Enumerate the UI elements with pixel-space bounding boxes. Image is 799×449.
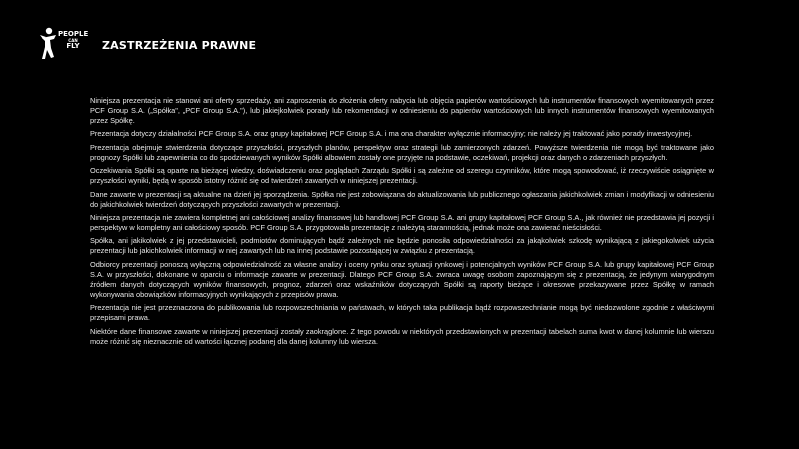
disclaimer-paragraph: Prezentacja dotyczy działalności PCF Group S.A. oraz grupy kapitałowej PCF Group S.A. i ma ona charakter wyłącznie informacyjny; nie należy jej traktować jako porady inwestycyjnej. <box>90 129 693 139</box>
disclaimer-paragraph: Dane zawarte w prezentacji są aktualne na dzień jej sporządzenia. Spółka nie jest zobowiązana do aktualizowania lub publicznego ogłaszania jakichkolwiek zmian i modyfikacji w odniesieniu do jakichkolwiek twierdzeń dotyczących przyszłości zawartych w prezentacji. <box>90 189 714 209</box>
disclaimer-paragraph: Oczekiwania Spółki są oparte na bieżącej wiedzy, doświadczeniu oraz poglądach Zarządu Spółki i są zależne od szeregu czynników, które mogą spowodować, iż rzeczywiście osiągnięte w przyszłości wyniki, będą w sposób istotny różnić się od twierdzeń zawartych w niniejszej prezentacji. <box>90 166 714 186</box>
logo-line-1: PEOPLE <box>58 30 89 38</box>
disclaimer-paragraph: Niektóre dane finansowe zawarte w niniejszej prezentacji zostały zaokrąglone. Z tego powodu w niektórych przedstawionych w prezentacji tabelach suma kwot w danej kolumnie lub wierszu może różnić się nieznacznie od wartości łącznej podanej dla danej kolumny lub wiersza. <box>90 326 714 346</box>
disclaimer-body <box>90 96 714 350</box>
page-title: ZASTRZEŻENIA PRAWNE <box>102 38 257 52</box>
logo-wordmark <box>58 31 88 50</box>
disclaimer-paragraph: Prezentacja nie jest przeznaczona do publikowania lub rozpowszechniania w państwach, w których taka publikacja bądź rozpowszechnianie mogą być niedozwolone zgodnie z właściwymi przepisami prawa. <box>90 303 714 323</box>
logo-line-2: CAN <box>68 38 78 43</box>
disclaimer-paragraph: Odbiorcy prezentacji ponoszą wyłączną odpowiedzialność za własne analizy i oceny rynku oraz sytuacji rynkowej i potencjalnych wyników PCF Group S.A. lub grupy kapitałowej PCF Group S.A. w przyszłości, dokonane w oparciu o informacje zawarte w prezentacji. Dlatego PCF Group S.A. zwraca uwagę osobom zapoznającym się z prezentacją, że jedynym wiarygodnym źródłem danych dotyczących wyników finansowych, prognoz, zdarzeń oraz wskaźników dotyczących Spółki są raporty bieżące i okresowe przekazywane przez Spółkę w ramach wykonywania obowiązków informacyjnych wynikających z przepisów prawa. <box>90 259 714 299</box>
logo-line-3: FLY <box>66 42 80 50</box>
disclaimer-paragraph: Niniejsza prezentacja nie stanowi ani oferty sprzedaży, ani zaproszenia do złożenia oferty nabycia lub objęcia papierów wartościowych lub instrumentów finansowych wyemitowanych przez PCF Group S.A. („Spółka", „PCF Group S.A."), lub jakiejkolwiek porady lub rekomendacji w odniesieniu do papierów wartościowych lub innych instrumentów finansowych wyemitowanych przez Spółkę. <box>90 96 714 126</box>
disclaimer-paragraph: Prezentacja obejmuje stwierdzenia dotyczące przyszłości, przyszłych planów, perspektyw oraz strategii lub zamierzonych zdarzeń. Powyższe twierdzenia nie mogą być traktowane jako prognozy Spółki lub zapewnienia co do spodziewanych wyników Spółki albowiem zostały one przyjęte na podstawie, oczekiwań, projekcji oraz danych o zdarzeniach przyszłych. <box>90 142 714 162</box>
disclaimer-paragraph: Spółka, ani jakikolwiek z jej przedstawicieli, podmiotów dominujących bądź zależnych nie będzie ponosiła odpowiedzialności za jakąkolwiek szkodę wynikającą z jakiegokolwiek użycia prezentacji lub jakichkolwiek informacji w niej zawartych lub na innej podstawie pozostającej w związku z prezentacją. <box>90 236 714 256</box>
disclaimer-paragraph: Niniejsza prezentacja nie zawiera kompletnej ani całościowej analizy finansowej lub handlowej PCF Group S.A. ani grupy kapitałowej PCF Group S.A., jak również nie przedstawia jej pozycji i perspektyw w kompletny ani całościowy sposób. PCF Group S.A. przygotowała prezentację z należytą starannością, jednak może ona zawierać nieścisłości. <box>90 212 714 232</box>
header <box>40 26 256 64</box>
company-logo <box>40 26 88 64</box>
